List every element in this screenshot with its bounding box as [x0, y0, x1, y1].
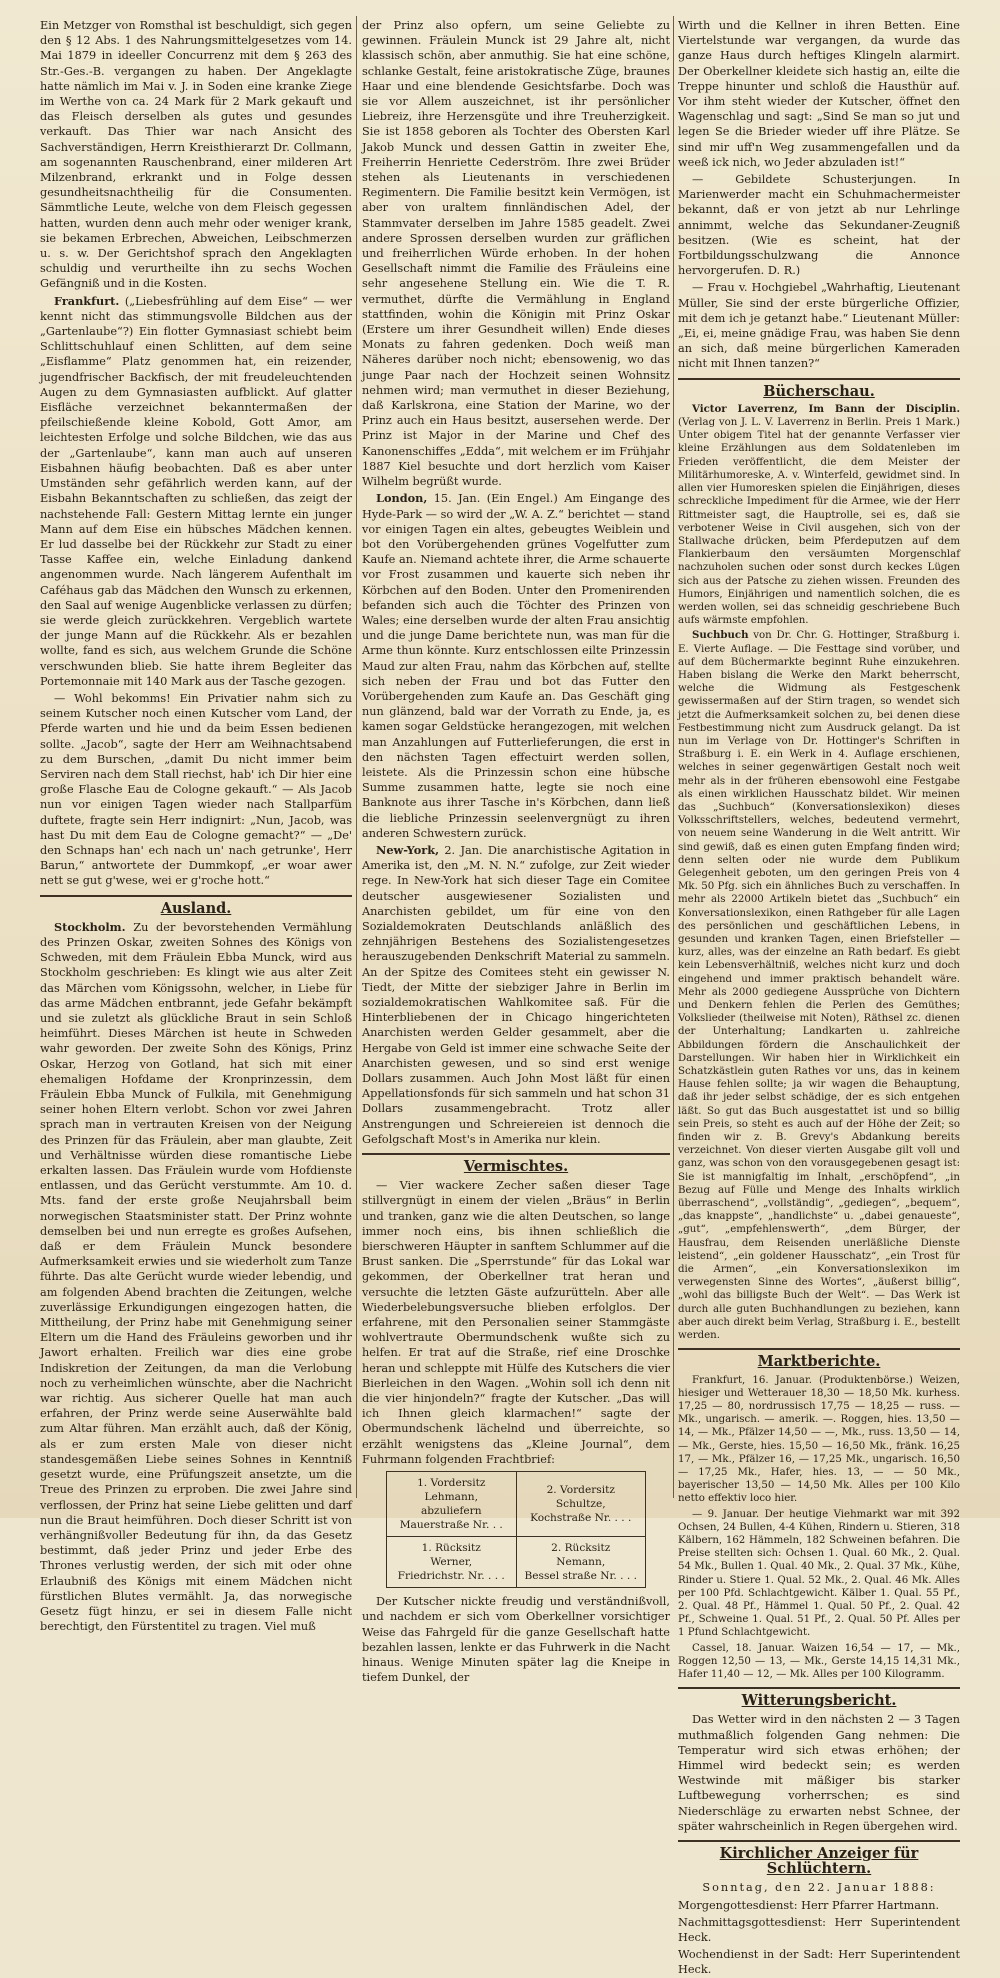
- article-kutscher: Der Kutscher nickte freudig und verständnißvoll, und nachdem er sich vom Oberkellner vorsichtiger Weise das Fahrgeld für die ganze Gesellschaft hatte bezahlen lassen, lenkte er das Fuhrwerk in die Nacht hinaus. Wenige Minuten später lag die Kneipe in tiefem Dunkel, der: [362, 1595, 670, 1685]
- section-title-buecherschau: [678, 378, 960, 399]
- cell-line: Mauerstraße Nr. . .: [399, 1519, 503, 1532]
- market-frankfurt: Frankfurt, 16. Januar. (Produktenbörse.) Weizen, hiesiger und Wetterauer 18,30 — 18,50 Mk. kurhess. 17,25 — 80, nordrussisch 17,75 — 18,25 — russ. — Mk., ungarisch. — amerik. —. Roggen, hies. 13,50 — 14, — Mk., Pfälzer 14,50 — —, Mk., russ. 13,50 — 14, — Mk., Gerste, hies. 15,50 — 16,50 Mk., fränk. 16,25 17, — Mk., Pfälzer 16, — 17,25 Mk., ungarisch. 16,50 — 17,25 Mk., Hafer, hies. 13, — — 50 Mk., bayerischer 13,50 — 14,50 Mk. Alles per 100 Kilo netto effektiv loco hier.: [678, 1374, 960, 1505]
- section-title-text: Bücherschau.: [763, 382, 875, 400]
- church-service-weekday: Wochendienst in der Sadt: Herr Superintendent Heck.: [678, 1948, 960, 1977]
- article-body: („Liebesfrühling auf dem Eise“ — wer kennt nicht das stimmungsvolle Bildchen aus der „Gartenlaube“?) Ein flotter Gymnasiast schiebt beim Schlittschuhlauf einen Schlitten, auf dem seine „Eisflamme“ Platz genommen hat, ein reizender, jugendfrischer Backfisch, der mit freudeleuchtenden Augen zu dem Gymnasiasten aufblickt. Auf glatter Eisfläche verzeichnet bekanntermaßen der pfeilschießende kleine Kobold, Gott Amor, am leichtesten Erfolge und solche Bildchen, wie das aus der „Gartenlaube“, kann man auch auf unseren Eisbahnen häufig beobachten. Daß es aber unter Umständen sehr gefährlich werden kann, auf der Eisbahn Bekanntschaften zu schließen, das zeigt der nachstehende Fall: Gestern Mittag lernte ein junger Mann auf dem Eise ein hübsches Mädchen kennen. Er lud dasselbe bei der Rückkehr zur Stadt zu einer Tasse Kaffee ein, welche Einladung dankend angenommen wurde. Nach längerem Aufenthalt im Caféhaus gab das Mädchen den Wunsch zu erkennen, den Saal auf wenige Augenblicke verlassen zu dürfen; sie werde gleich zurückkehren. Vergeblich wartete der junge Mann auf die Rückkehr. Als er bezahlen wollte, fand es sich, aus welchem Grunde die Schöne verschwunden blieb. Sie hatte ihrem Begleiter das Portemonnaie mit 140 Mark aus der Tasche gezogen.: [40, 294, 352, 688]
- table-cell: [516, 1472, 646, 1537]
- table-cell: [516, 1537, 646, 1588]
- article-london: [362, 491, 670, 841]
- section-title-text: Witterungsbericht.: [741, 1692, 897, 1710]
- table-row: [387, 1472, 646, 1537]
- article-frankfurt: [40, 294, 352, 689]
- section-title-kirchlicher-anzeiger: [678, 1840, 960, 1876]
- table-cell: [387, 1472, 517, 1537]
- cell-line: Bessel straße Nr. . . .: [524, 1570, 637, 1583]
- article-body: 2. Jan. Die anarchistische Agitation in Amerika ist, den „M. N. N.“ zufolge, zur Zeit wieder rege. In New-York hat sich dieser Tage ein Comitee deutscher ausgewiesener Sozialisten und Anarchisten gebildet, um für eine von den Sozialdemokraten Deutschlands anläßlich des zehnjährigen Bestehens des Sozialistengesetzes herauszugebenden Denkschrift Material zu sammeln. An der Spitze des Comitees steht ein gewisser N. Tiedt, der Mitte der siebziger Jahre in Berlin im sozialdemokratischen Wahlkomitee saß. Für die Hinterbliebenen der in Chicago hingerichteten Anarchisten werden Gelder gesammelt, aber die Hergabe von Geld ist immer eine schwache Seite der Anarchisten gewesen, und so sind erst wenige Dollars zusammen. Auch John Most läßt für einen Appellationsfonds für sich sammeln und hat schon 31 Dollars zusammengebracht. Trotz aller Anstrengungen und Schreiereien ist dennoch die Gefolgschaft Most's in Amerika nur klein.: [362, 843, 671, 1146]
- cell-line: 2. Vordersitz: [546, 1484, 615, 1497]
- article-schusterjungen: — Gebildete Schusterjungen. In Marienwerder macht ein Schuhmachermeister bekannt, daß er von jetzt ab nur Lehrlinge annimmt, welche das Sekundaner-Zeugniß besitzen. (Wie es scheint, hat der Fortbildungsschulzwang die Annonce hervorgerufen. D. R.): [678, 173, 960, 278]
- column-2: [362, 18, 671, 1685]
- review-suchbuch: [678, 629, 960, 1342]
- cell-line: Lehmann, abzuliefern: [420, 1491, 482, 1518]
- church-date: Sonntag, den 22. Januar 1888:: [702, 1881, 936, 1895]
- cell-line: 2. Rücksitz: [551, 1542, 611, 1555]
- article-body: (Verlag von J. L. V. Laverrenz in Berlin. Preis 1 Mark.) Unter obigem Titel hat der genannte Verfasser vier kleine Erzählungen aus dem Soldatenleben im Frieden veröffentlicht, die dem Meister der Militärhumoreske, A. v. Winterfeld, gewidmet sind. In allen vier Humoresken spielen die Einjährigen, dieses schreckliche Impediment für die Armee, wie der Herr Rittmeister sagt, die Hauptrolle, sei es, daß sie verbotener Weise in Civil ausgehen, sich von der Stallwache drücken, beim Pferdeputzen auf dem Flankierbaum den versäumten Morgenschlaf nachzuholen suchen oder sonst durch keckes Lügen sich aus der Patsche zu ziehen wissen. Freunden des Humors, Einjährigen und namentlich solchen, die es werden wollen, sei das schneidig geschriebene Buch aufs wärmste empfohlen.: [678, 417, 960, 627]
- column-1: [40, 18, 352, 1634]
- review-laverrenz: [678, 403, 960, 627]
- cell-line: 1. Vordersitz: [417, 1477, 486, 1490]
- article-newyork: [362, 843, 670, 1147]
- column-divider: [673, 16, 674, 1498]
- section-title-vermischtes: [362, 1153, 670, 1174]
- church-service-morning: Morgengottesdienst: Herr Pfarrer Hartmann.: [678, 1898, 940, 1912]
- article-lead: Suchbuch: [692, 629, 749, 642]
- cell-line: Kochstraße Nr. . . .: [530, 1512, 632, 1525]
- market-cassel: Cassel, 18. Januar. Waizen 16,54 — 17, — Mk., Roggen 12,50 — 13, — Mk., Gerste 14,15 14,31 Mk., Hafer 11,40 — 12, — Mk. Alles per 100 Kilogramm.: [678, 1642, 960, 1680]
- article-lead: Stockholm.: [54, 919, 126, 934]
- market-viehmarkt: — 9. Januar. Der heutige Viehmarkt war mit 392 Ochsen, 24 Bullen, 4-4 Kühen, Rindern u. Stieren, 318 Kälbern, 162 Hämmeln, 182 Schweinen befahren. Die Preise stellten sich: Ochsen 1. Qual. 60 Mk., 2. Qual. 54 Mk., Bullen 1. Qual. 40 Mk., 2. Qual. 37 Mk., Kühe, Rinder u. Stiere 1. Qual. 52 Mk., 2. Qual. 46 Mk. Alles per 100 Pfd. Schlachtgewicht. Kälber 1. Qual. 55 Pf., 2. Qual. 48 Pf., Hämmel 1. Qual. 50 Pf., 2. Qual. 42 Pf., Schweine 1. Qual. 51 Pf., 2. Qual. 50 Pf. Alles per 1 Pfund Schlachtgewicht.: [678, 1508, 960, 1639]
- cell-line: Werner,: [430, 1556, 473, 1569]
- article-metzger: Ein Metzger von Romsthal ist beschuldigt, sich gegen den § 12 Abs. 1 des Nahrungsmittelgesetzes vom 14. Mai 1879 in ideeller Concurrenz mit dem § 263 des Str.-Ges.-B. vergangen zu haben. Der Angeklagte hatte nämlich im Mai v. J. in Soden eine kranke Ziege im Werthe von ca. 24 Mark für 2 Mark gekauft und das Fleisch derselben als gutes und gesundes verkauft. Das Thier war nach Ansicht des Sachverständigen, Herrn Kreisthierarzt Dr. Collmann, am sogenannten Rauschenbrand, einer milderen Art Milzenbrand, erkrankt und in Folge dessen gesundheitsnachtheilig für die Consumenten. Sämmtliche Leute, welche von dem Fleisch gegessen hatten, wurden denn auch mehr oder weniger krank, sie bekamen Erbrechen, Abweichen, Leibschmerzen u. s. w. Der Gerichtshof sprach den Angeklagten schuldig und verurtheilte ihn zu sechs Wochen Gefängniß und in die Kosten.: [40, 19, 352, 291]
- weather-report: Das Wetter wird in den nächsten 2 — 3 Tagen muthmaßlich folgenden Gang nehmen: Die Temperatur wird sich etwas erhöhen; der Himmel wird bedeckt sein; es werden Westwinde mit mäßiger bis starker Luftbewegung vorherrschen; es sind Niederschläge zu erwarten nebst Schnee, der später wahrscheinlich in Regen übergehen wird.: [678, 1713, 960, 1833]
- article-lead: Frankfurt.: [54, 293, 120, 308]
- article-lead: Victor Laverrenz, Im Bann der Disciplin.: [692, 402, 960, 415]
- article-body: von Dr. Chr. G. Hottinger, Straßburg i. E. Vierte Auflage. — Die Festtage sind vorüber, und auf dem Büchermarkte beginnt Ruhe einzukehren. Haben bislang die Werke den Markt beherrscht, welche die Widmung als Festgeschenk gewissermaßen auf der Stirn tragen, so wendet sich jetzt die Aufmerksamkeit solchen zu, bei denen diese Festbestimmung nicht zum Ausdruck gelangt. Da ist nun im Verlage von Dr. Hottinger's Schriften in Straßburg i. E. ein Werk in 4. Auflage erschienen, welches in seiner gegenwärtigen Gestalt noch weit mehr als in der früheren ebensowohl eine Festgabe als einen wirklichen Hausschatz bildet. Wir meinen das „Suchbuch“ (Konversationslexikon) dieses Volksschriftstellers, welches, bedeutend vermehrt, von neuem seine Wanderung in die Welt antritt. Wir sind gewiß, daß es einen guten Empfang finden wird; denn selten oder nie wurde dem Publikum Gelegenheit geboten, um den geringen Preis von 4 Mk. 50 Pfg. sich ein ähnliches Buch zu verschaffen. In mehr als 22000 Artikeln bietet das „Suchbuch“ ein Konversationslexikon, einen Rathgeber für alle Lagen des persönlichen und geschäftlichen Lebens, in gesunden und kranken Tagen, einen Briefsteller — kurz, alles, was der einzelne an Rath bedarf. Es giebt kein Lebensverhältniß, welches nicht kurz und doch eingehend und immer praktisch behandelt wäre. Mehr als 2000 gediegene Aussprüche von Dichtern und Denkern fehlen die Perlen des Gemüthes; Volkslieder (theilweise mit Noten), Räthsel zc. dienen der Unterhaltung; Landkarten u. zahlreiche Abbildungen fördern die Anschaulichkeit der Darstellungen. Wir haben hier in Wirklichkeit ein Schatzkästlein guten Rathes vor uns, das in keinem Hause fehlen sollte; ja wir wagen die Behauptung, daß ihr jeder selbst schädige, der es sich entgehen läßt. So gut das Buch ausgestattet ist und so billig sein Preis, so steht es auch auf der Höhe der Zeit; so finden wir z. B. Grevy's Abdankung bereits verzeichnet. Von dieser vierten Ausgabe gilt voll und ganz, was schon von den vorausgegebenen gesagt ist: Sie ist mannigfaltig im Inhalt, „erschöpfend“, „in Bezug auf Fülle und Menge des Inhalts wirklich überraschend“, „vollständig“, „gediegen“, „bequem“, „das knappste“, „handlichste“ u. „dabei genaueste“, „gut“, „empfehlenswerth“, „dem Bürger, der Hausfrau, dem Reisenden unerläßliche Dienste leistend“, „ein goldener Hausschatz“, „ein Trost für die Armen“, „ein Konversationslexikon im verwegensten Sinne des Wortes“, „äußerst billig“, „wohl das billigste Buch der Welt“. — Das Werk ist durch alle guten Buchhandlungen zu beziehen, kann aber auch direkt beim Verlag, Straßburg i. E., bestellt werden.: [678, 630, 960, 1342]
- section-title-marktberichte: [678, 1348, 960, 1369]
- cell-line: Friedrichstr. Nr. . . .: [397, 1570, 505, 1583]
- article-wirth-continued: Wirth und die Kellner in ihren Betten. Eine Viertelstunde war vergangen, da wurde das ganze Haus durch heftiges Klingeln alarmirt. Der Oberkellner kleidete sich hastig an, eilte die Treppe hinunter und schloß die Hausthür auf. Vor ihm steht wieder der Kutscher, öffnet den Wagenschlag und sagt: „Sind Se man so jut und legen Se die Brieder wieder uff ihre Plätze. Se sind mir uff'n Weg zusammengefallen und da weeß ick nich, wo Jeder abzuladen ist!“: [678, 19, 960, 169]
- column-3: [678, 18, 960, 1977]
- cell-line: 1. Rücksitz: [421, 1542, 481, 1555]
- article-lead: New-York,: [376, 842, 440, 857]
- cell-line: Nemann,: [556, 1556, 606, 1569]
- frachtbrief-table: [386, 1471, 646, 1588]
- article-lead: London,: [376, 491, 428, 506]
- section-title-text: Ausland.: [160, 899, 232, 917]
- church-service-afternoon: Nachmittagsgottesdienst: Herr Superintendent Heck.: [678, 1915, 960, 1945]
- column-divider: [356, 16, 357, 1498]
- article-prinz-continued: der Prinz also opfern, um seine Geliebte zu gewinnen. Fräulein Munck ist 29 Jahre alt, nicht klassisch schön, aber anmuthig. Sie hat eine schöne, schlanke Gestalt, feine aristokratische Züge, braunes Haar und eine blendende Gesichtsfarbe. Doch was sie vor Allem auszeichnet, ist ihr persönlicher Liebreiz, ihre Herzensgüte und ihre Treuherzigkeit. Sie ist 1858 geboren als Tochter des Obersten Karl Jakob Munck und dessen Gattin in zweiter Ehe, Freiherrin Henriette Cederström. Ihre zwei Brüder stehen als Lieutenants in verschiedenen Regimentern. Die Familie besitzt kein Vermögen, ist aber von uraltem finnländischen Adel, der Stammvater derselben im Jahre 1585 geadelt. Zwei andere Sprossen derselben wurden zur gräflichen und freiherrlichen Würde erhoben. In der hohen Gesellschaft nimmt die Familie des Fräuleins eine sehr angesehene Stellung ein. Wie die T. R. vermuthet, dürfte die Vermählung in England stattfinden, wohin die Königin mit Prinz Oskar (Erstere um ihrer Gesundheit willen) Ende dieses Monats zu fahren gedenken. Doch weiß man Näheres darüber noch nicht; ebensowenig, wo das junge Paar nach der Hochzeit seinen Wohnsitz nehmen wird; man vermuthet in dieser Beziehung, daß Karlskrona, eine Station der Marine, wo der Prinz auch ein Haus besitzt, ausersehen werde. Der Prinz ist Major in der Marine und Chef des Kanonenschiffes „Edda“, mit welchem er im Frühjahr 1887 Kiel besuchte und dort herzlich vom Kaiser Wilhelm begrüßt wurde.: [362, 19, 670, 489]
- table-row: [387, 1537, 646, 1588]
- article-hochgiebel: — Frau v. Hochgiebel „Wahrhaftig, Lieutenant Müller, Sie sind der erste bürgerliche Offizier, mit dem ich je getanzt habe.“ Lieutenant Müller: „Ei, ei, meine gnädige Frau, was haben Sie denn an sich, daß meine bürgerlichen Kameraden nicht mit Ihnen tanzen?“: [678, 281, 960, 371]
- article-stockholm: [40, 920, 352, 1635]
- article-body: Zu der bevorstehenden Vermählung des Prinzen Oskar, zweiten Sohnes des Königs von Schweden, mit dem Fräulein Ebba Munck, wird aus Stockholm geschrieben: Es klingt wie aus alter Zeit das Märchen vom Königssohn, welcher, in Liebe für das arme Mädchen entbrannt, jede Gefahr bekämpft und sie zuletzt als glückliche Braut in sein Schloß heimführt. Dieses Märchen ist heute in Schweden wahr geworden. Der zweite Sohn des Königs, Prinz Oskar, Herzog von Gotland, hat sich mit einer ehemaligen Hofdame der Kronprinzessin, dem Fräulein Ebba Munck of Fulkila, mit Genehmigung seiner hohen Eltern verlobt. Schon vor zwei Jahren sprach man in vertrauten Kreisen von der Neigung des Prinzen für das Fräulein, aber man glaubte, Zeit und Verhältnisse würden diese romantische Liebe erkalten lassen. Das Fräulein wurde vom Hofdienste entlassen, und das Gerücht verstummte. Am 10. d. Mts. fand der erste große Neujahrsball beim norwegischen Staatsminister statt. Der Prinz wohnte demselben bei und nun erregte es großes Aufsehen, daß er dem Fräulein Munck besondere Aufmerksamkeit erwies und sie wiederholt zum Tanze führte. Das alte Gerücht wurde wieder lebendig, und am folgenden Abend brachten die Zeitungen, welche zuverlässige Erkundigungen eingezogen hatten, die Mittheilung, der Prinz habe mit Genehmigung seiner Eltern um die Hand des Fräuleins geworben und ihr Jawort erhalten. Freilich war dies eine grobe Indiskretion der Zeitungen, da man die Verlobung noch zu verheimlichen wünschte, aber die Nachricht war richtig. Aus sicherer Quelle hat man auch erfahren, der Prinz werde seine Auserwählte bald zum Altar führen. Man erzählt auch, daß der König, als er zum ersten Male von dieser nicht standesgemäßen Liebe seines Sohnes in Kenntniß gesetzt wurde, eine Prüfungszeit ansetzte, um die Treue des Prinzen zu erproben. Die zwei Jahre sind verflossen, der Prinz hat seine Liebe gelitten und darf nun die Braut heimführen. Doch dieser Schritt ist von verhängnißvoller Bedeutung für ihn, da das Gesetz bestimmt, daß jeder Prinz und jeder Erbe des Thrones verlustig werden, der sich mit oder ohne Erlaubniß des Königs mit einem Mädchen nicht fürstlichen Blutes vermählt. Ja, das norwegische Gesetz fügt hinzu, er sei in diesem Falle nicht berechtigt, den Fürstentitel zu tragen. Viel muß: [40, 920, 352, 1634]
- table-cell: [387, 1537, 517, 1588]
- section-title-text: Marktberichte.: [757, 1353, 881, 1371]
- cell-line: Schultze,: [555, 1498, 606, 1511]
- section-title-text: Kirchlicher Anzeiger für Schlüchtern.: [719, 1845, 919, 1878]
- section-title-ausland: [40, 895, 352, 916]
- article-body: 15. Jan. (Ein Engel.) Am Eingange des Hyde-Park — so wird der „W. A. Z.“ berichtet — stand vor einigen Tagen ein altes, gebeugtes Weiblein und bot den Vorübergehenden grünes Vogelfutter zum Kaufe an. Niemand achtete ihrer, die Arme schauerte vor Frost zusammen und kauerte sich neben ihr Körbchen auf den Boden. Unter den Promenirenden befanden sich auch die Töchter des Prinzen von Wales; eine derselben wurde der alten Frau ansichtig und die junge Dame berichtete nun, was man für die Arme thun könnte. Kurz entschlossen eilte Prinzessin Maud zur alten Frau, nahm das Körbchen auf, stellte sich neben der Frau und bot das Futter den Vorübergehenden zum Kaufe an. Das Geschäft ging nun glänzend, bald war der Vorrath zu Ende, ja, es kamen sogar Geldstücke herangezogen, mit welchen man Anzahlungen auf Futterlieferungen, die erst in den nächsten Tagen effectuirt werden sollen, leistete. Als die Prinzessin schon eine hübsche Summe zusammen hatte, legte sie noch eine Banknote aus ihrer Tasche in's Körbchen, dann ließ die liebliche Prinzessin seelenvergnügt zu ihren anderen Schwestern zurück.: [362, 492, 670, 840]
- section-title-witterung: [678, 1687, 960, 1708]
- article-wohl-bekomms: — Wohl bekomms! Ein Privatier nahm sich zu seinem Kutscher noch einen Kutscher vom Land, der Pferde warten und hie und da beim Essen bedienen sollte. „Jacob“, sagte der Herr am Weihnachtsabend zu dem Burschen, „damit Du nicht immer beim Serviren nach dem Stall riechst, hab' ich Dir hier eine große Flasche Eau de Cologne gekauft.“ — Als Jacob nun vor einigen Tagen wieder nach Stallparfüm duftete, fragte sein Herr indignirt: „Nun, Jacob, was hast Du mit dem Eau de Cologne gemacht?“ — „De' den Schnaps han' ech nach un' nach getrunke', Herr Barun,“ antwortete der Dummkopf, „er woar awer nett se gut g'wese, wei er g'roche hott.“: [40, 691, 352, 888]
- section-title-text: Vermischtes.: [463, 1158, 569, 1176]
- article-zecher: — Vier wackere Zecher saßen dieser Tage stillvergnügt in einem der vielen „Bräus“ in Berlin und tranken, ganz wie die alten Deutschen, so lange immer noch eins, bis ihnen schließlich die bierschweren Häupter in sanftem Schlummer auf die Brust sanken. Die „Sperrstunde“ für das Lokal war gekommen, der Oberkellner trat heran und versuchte die letzten Gäste aufzurütteln. Aber alle Wiederbelebungsversuche blieben erfolglos. Der erfahrene, mit den Personalien seiner Stammgäste wohlvertraute Obermundschenk wußte sich zu helfen. Er trat auf die Straße, rief eine Droschke heran und schleppte mit Hülfe des Kutschers die vier Bierleichen in den Wagen. „Wohin soll ich denn nit die vier hinjondeln?“ fragte der Kutscher. „Das will ich Ihnen gleich klarmachen!“ sagte der Obermundschenk lächelnd und überreichte, so erzählt wenigstens das „Kleine Journal“, dem Fuhrmann folgenden Frachtbrief:: [362, 1179, 670, 1466]
